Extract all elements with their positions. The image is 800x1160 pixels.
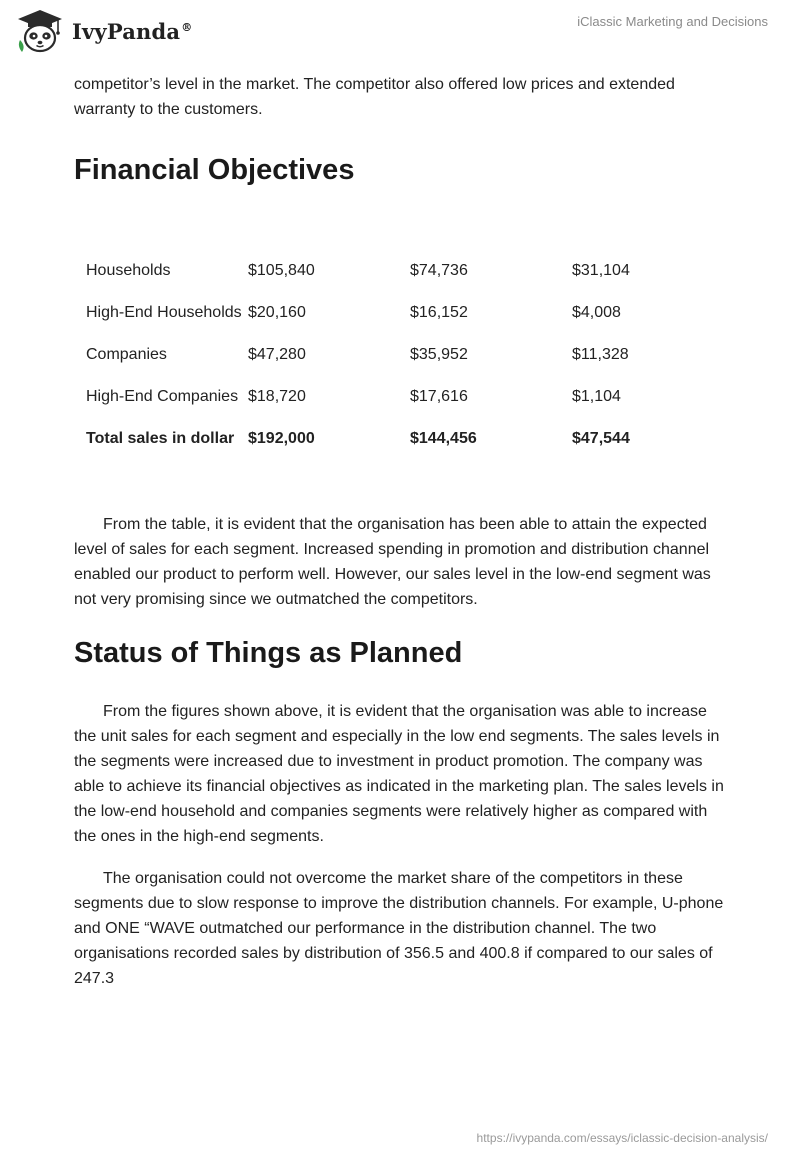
table-cell: Households (86, 262, 171, 279)
table-row-total (74, 418, 724, 460)
table-cell: $4,008 (572, 304, 621, 321)
ivypanda-logo[interactable] (14, 8, 192, 54)
table-cell: $31,104 (572, 262, 630, 279)
table-cell: $192,000 (248, 430, 315, 447)
table-cell: Companies (86, 346, 167, 363)
table-cell: $17,616 (410, 388, 468, 405)
heading-financial-objectives: Financial Objectives (74, 154, 355, 186)
document-title: iClassic Marketing and Decisions (577, 14, 768, 29)
paragraph-table-analysis: From the table, it is evident that the organisation has been able to attain the expected level of sales for each segment. Increased spending in promotion and distribution channel enabled our product to perform well. However, our sales level in the low-end segment was not very promising since we outmatched the competitors. (74, 516, 711, 608)
table-row (74, 250, 724, 292)
table-cell: $47,280 (248, 346, 306, 363)
table-cell: $20,160 (248, 304, 306, 321)
table-cell: High-End Households (86, 304, 242, 321)
table-cell: High-End Companies (86, 388, 239, 405)
panda-graduation-cap-icon (14, 8, 66, 54)
article-body (74, 70, 724, 991)
financial-table (74, 250, 724, 460)
table-cell: $144,456 (410, 430, 477, 447)
table-cell: $47,544 (572, 430, 630, 447)
paragraph-status-1: From the figures shown above, it is evident that the organisation was able to increase the unit sales for each segment and especially in the low end segments. The sales levels in the segments were increased due to investment in product promotion. The company was able to achieve its financial objectives as indicated in the marketing plan. The sales levels in the low-end household and companies segments were relatively higher as compared with the ones in the high-end segments. (74, 703, 724, 845)
table-cell: $105,840 (248, 262, 315, 279)
brand-name: IvyPanda® (72, 18, 193, 44)
page-header (0, 0, 800, 64)
table-cell: Total sales in dollar (86, 430, 235, 447)
table-cell: $18,720 (248, 388, 306, 405)
table-cell: $35,952 (410, 346, 468, 363)
table-row (74, 292, 724, 334)
intro-paragraph: competitor’s level in the market. The competitor also offered low prices and extended warranty to the customers. (74, 76, 675, 118)
table-cell: $11,328 (572, 346, 629, 363)
heading-status-of-things: Status of Things as Planned (74, 637, 463, 669)
table-cell: $1,104 (572, 388, 621, 405)
table-row (74, 334, 724, 376)
table-cell: $74,736 (410, 262, 468, 279)
table-row (74, 376, 724, 418)
source-url[interactable]: https://ivypanda.com/essays/iclassic-decision-analysis/ (476, 1131, 768, 1145)
table-cell: $16,152 (410, 304, 468, 321)
paragraph-status-2: The organisation could not overcome the market share of the competitors in these segments due to slow response to improve the distribution channels. For example, U-phone and ONE “WAVE outmatched our performance in the distribution channel. The two organisations recorded sales by distribution of 356.5 and 400.8 if compared to our sales of 247.3 (74, 870, 724, 987)
